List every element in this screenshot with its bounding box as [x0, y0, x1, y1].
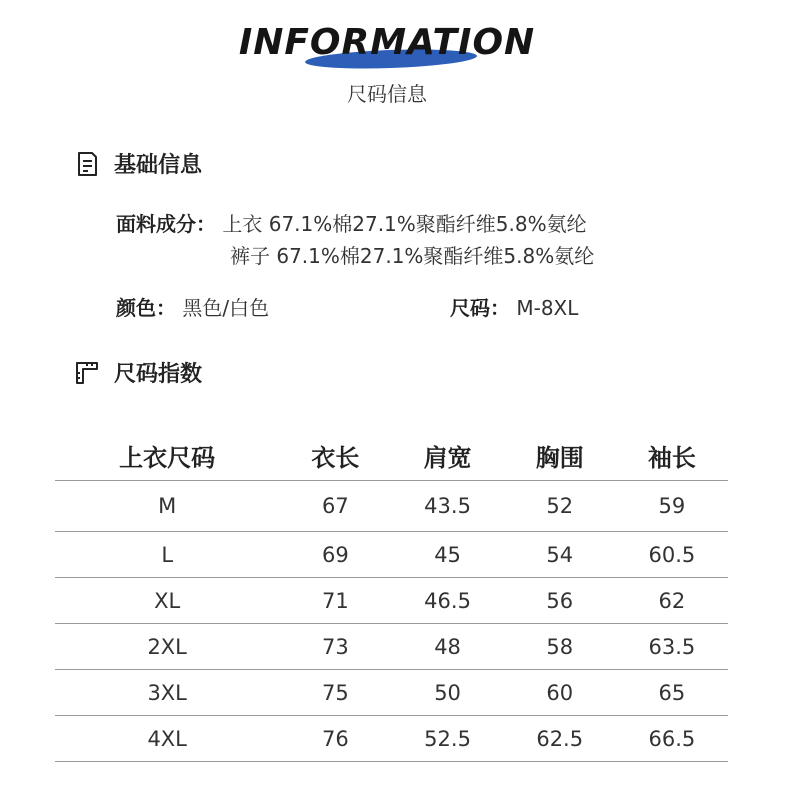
page-title: INFORMATION: [238, 22, 536, 63]
table-cell: 65: [616, 670, 728, 716]
basic-info-heading: [74, 148, 202, 179]
col-header-chest: 胸围: [504, 430, 616, 481]
table-cell: 59: [616, 481, 728, 532]
table-cell: 63.5: [616, 624, 728, 670]
table-cell: 69: [279, 532, 391, 578]
table-cell: 67: [279, 481, 391, 532]
size-table: [55, 430, 728, 762]
table-cell: 75: [279, 670, 391, 716]
table-cell: 73: [279, 624, 391, 670]
table-cell: 76: [279, 716, 391, 762]
size-label: 尺码: [450, 296, 490, 320]
table-cell: 56: [504, 578, 616, 624]
size-table-header: [55, 430, 728, 481]
table-cell: 66.5: [616, 716, 728, 762]
size-index-heading: [74, 357, 202, 388]
table-cell: 50: [391, 670, 503, 716]
table-row: [55, 578, 728, 624]
table-cell: 71: [279, 578, 391, 624]
size-value: M-8XL: [516, 296, 579, 320]
table-cell: 46.5: [391, 578, 503, 624]
page-subtitle: 尺码信息: [347, 82, 427, 106]
basic-info-title: 基础信息: [114, 153, 203, 178]
title-area: [0, 22, 790, 82]
size-index-title: 尺码指数: [114, 362, 203, 387]
table-row: [55, 481, 728, 532]
table-cell: 62: [616, 578, 728, 624]
table-row: [55, 532, 728, 578]
table-cell: 43.5: [391, 481, 503, 532]
table-cell: 48: [391, 624, 503, 670]
table-row: [55, 624, 728, 670]
fabric-label: 面料成分: [116, 212, 196, 236]
table-cell: 2XL: [55, 624, 279, 670]
table-cell: L: [55, 532, 279, 578]
document-icon: [74, 151, 100, 177]
fabric-pants-value: 裤子 67.1%棉27.1%聚酯纤维5.8%氨纶: [230, 244, 595, 268]
size-row: 尺码： M-8XL: [450, 296, 579, 320]
table-cell: 3XL: [55, 670, 279, 716]
table-cell: 58: [504, 624, 616, 670]
table-row: [55, 716, 728, 762]
table-cell: 52: [504, 481, 616, 532]
fabric-row: 面料成分： 上衣 67.1%棉27.1%聚酯纤维5.8%氨纶: [116, 212, 587, 236]
fabric-top-value: 上衣 67.1%棉27.1%聚酯纤维5.8%氨纶: [222, 212, 587, 236]
table-cell: 60: [504, 670, 616, 716]
color-label: 颜色: [116, 296, 156, 320]
table-cell: M: [55, 481, 279, 532]
table-cell: XL: [55, 578, 279, 624]
color-value: 黑色/白色: [182, 296, 270, 320]
col-header-size: 上衣尺码: [55, 430, 279, 481]
table-cell: 62.5: [504, 716, 616, 762]
table-cell: 52.5: [391, 716, 503, 762]
ruler-icon: [74, 360, 100, 386]
table-cell: 60.5: [616, 532, 728, 578]
table-cell: 45: [391, 532, 503, 578]
table-cell: 4XL: [55, 716, 279, 762]
col-header-shoulder: 肩宽: [391, 430, 503, 481]
table-row: [55, 670, 728, 716]
table-cell: 54: [504, 532, 616, 578]
col-header-length: 衣长: [279, 430, 391, 481]
col-header-sleeve: 袖长: [616, 430, 728, 481]
color-row: 颜色： 黑色/白色: [116, 296, 270, 320]
